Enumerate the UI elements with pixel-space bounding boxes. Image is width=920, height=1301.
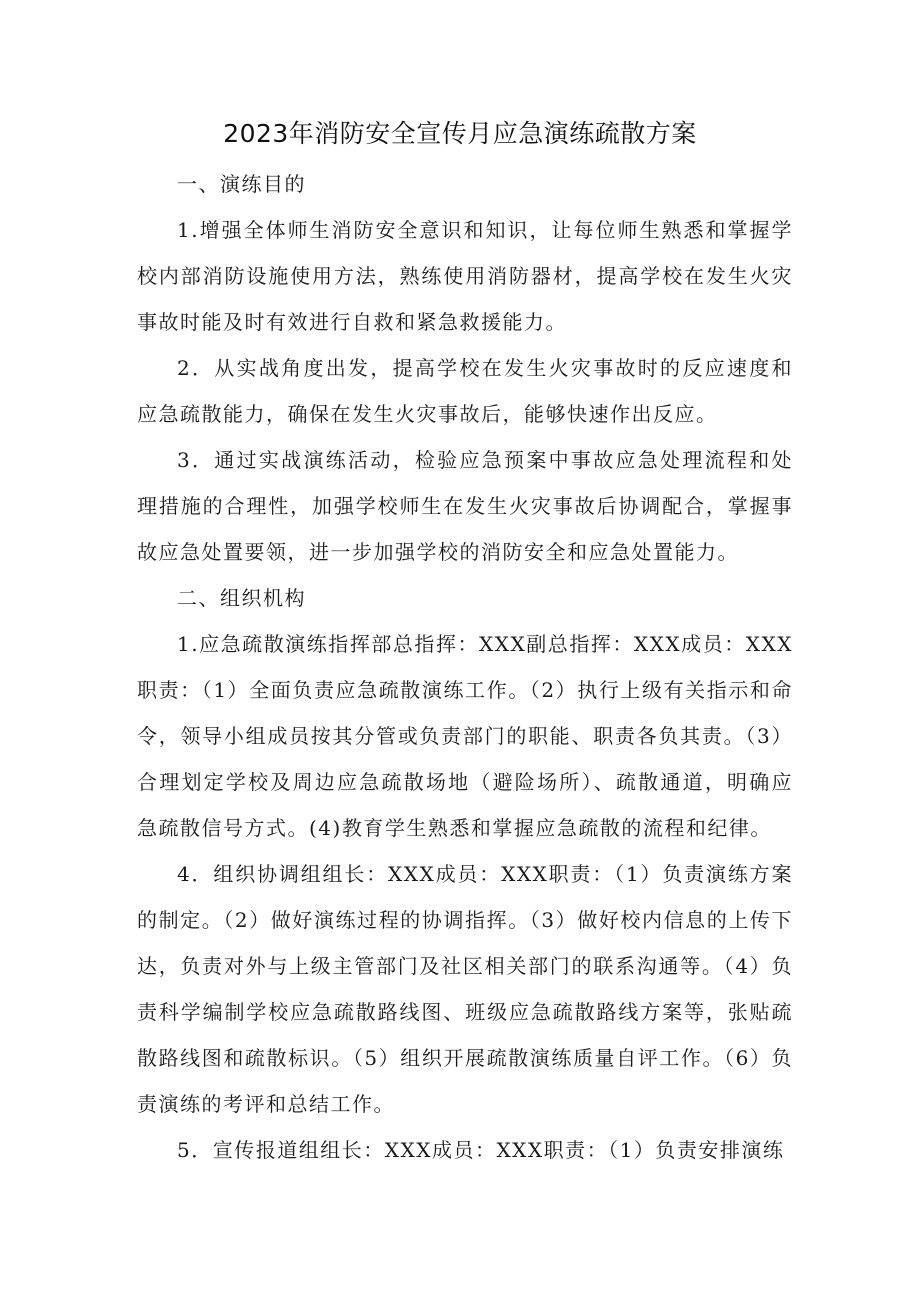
- paragraph: 4．组织协调组组长：XXX成员：XXX职责：（1）负责演练方案的制定。（2）做好演练过程的协调指挥。（3）做好校内信息的上传下达，负责对外与上级主管部门及社区相关部门的联系沟通等。（4）负责科学编制学校应急疏散路线图、班级应急疏散路线方案等，张贴疏散路线图和疏散标识。（5）组织开展疏散演练质量自评工作。（6）负责演练的考评和总结工作。: [137, 862, 793, 1116]
- paragraph: 2．从实战角度出发，提高学校在发生火灾事故时的反应速度和应急疏散能力，确保在发生火灾事故后，能够快速作出反应。: [137, 356, 793, 426]
- section-heading-organization: 二、组织机构: [177, 586, 306, 610]
- paragraph: 1.应急疏散演练指挥部总指挥：XXX副总指挥：XXX成员：XXX职责：（1）全面负责应急疏散演练工作。（2）执行上级有关指示和命令，领导小组成员按其分管或负责部门的职能、职责各负其责。（3）合理划定学校及周边应急疏散场地（避险场所）、疏散通道，明确应急疏散信号方式。(4)教育学生熟悉和掌握应急疏散的流程和纪律。: [137, 632, 793, 840]
- section-heading-purpose: 一、演练目的: [177, 172, 306, 196]
- document-title: 2023年消防安全宣传月应急演练疏散方案: [223, 119, 697, 148]
- paragraph: 5．宣传报道组组长：XXX成员：XXX职责：（1）负责安排演练: [177, 1138, 785, 1162]
- paragraph: 3．通过实战演练活动，检验应急预案中事故应急处理流程和处理措施的合理性，加强学校师生在发生火灾事故后协调配合，掌握事故应急处置要领，进一步加强学校的消防安全和应急处置能力。: [137, 448, 793, 564]
- paragraph: 1.增强全体师生消防安全意识和知识，让每位师生熟悉和掌握学校内部消防设施使用方法，熟练使用消防器材，提高学校在发生火灾事故时能及时有效进行自救和紧急救援能力。: [137, 218, 793, 334]
- document-body: [137, 161, 793, 1173]
